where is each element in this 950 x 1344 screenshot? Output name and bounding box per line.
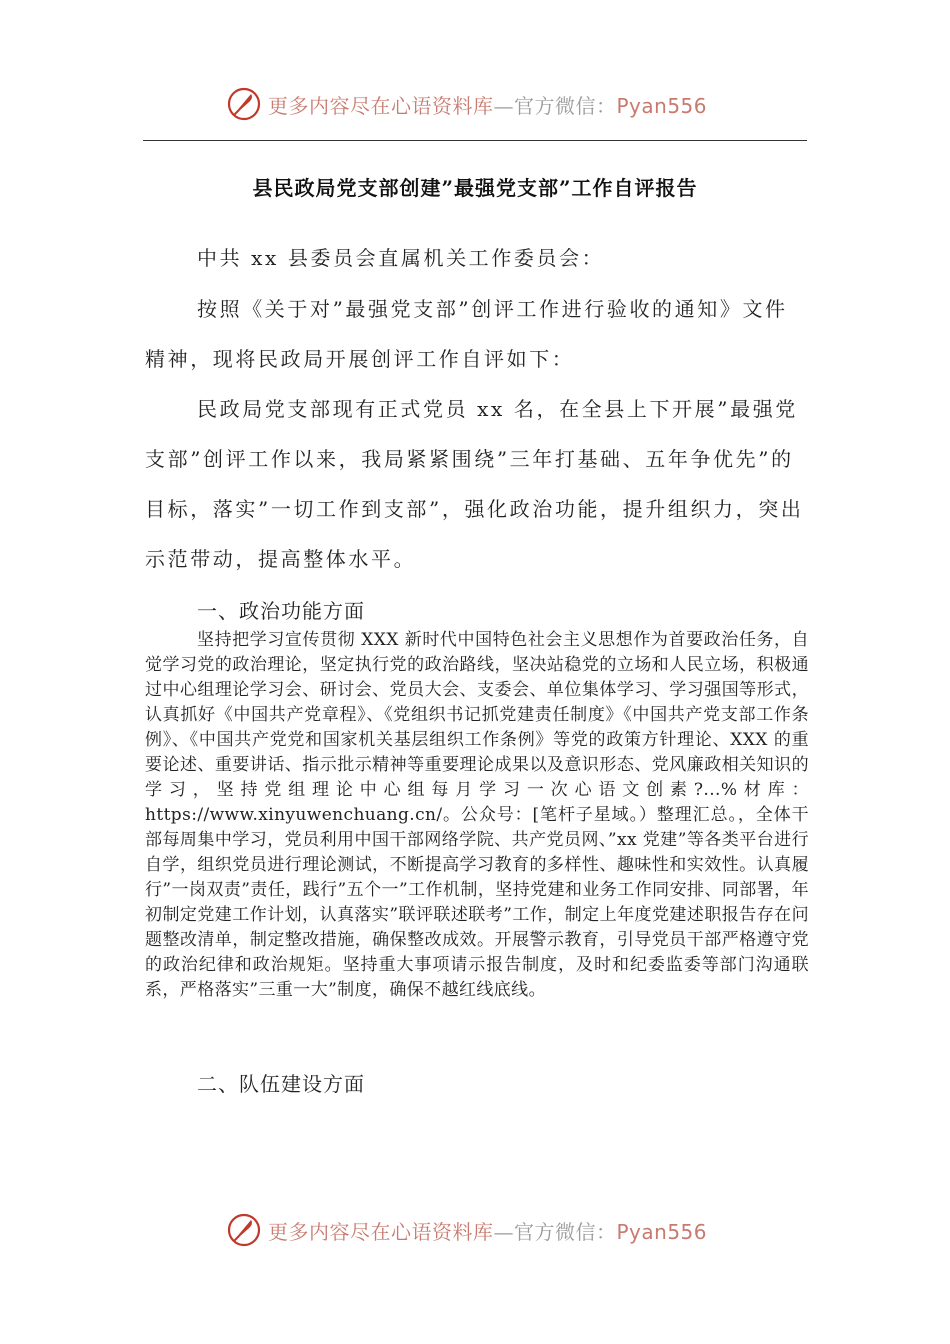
banner-official-label: 官方微信： — [514, 93, 617, 118]
header-divider — [143, 140, 807, 141]
intro-paragraph: 按照《关于对”最强党支部”创评工作进行验收的通知》文件精神，现将民政局开展创评工作自评如下： — [145, 297, 788, 371]
quill-logo-icon — [226, 86, 262, 122]
section-1-body: 坚持把学习宣传贯彻 XXX 新时代中国特色社会主义思想作为首要政治任务，自觉学习党的政治理论，坚定执行党的政治路线，坚决站稳党的立场和人民立场，积极通过中心组理论学习会、研讨会、党员大会、支委会、单位集体学习、学习强国等形式，认真抓好《中国共产党章程》、《党组织书记抓党建责任制度》《中国共产党支部工作条例》、《中国共产党党和国家机关基层组织工作条例》等党的政策方针理论、XXX 的重要论述、重要讲话、指示批示精神等重要理论成果以及意识形态、党风廉政相关知识的学习，坚持党组理论中心组每月学习一次心语文创素?...%材库：https://www.xinyuwenchuang.cn/。公众号：[笔杆子星域。）整理汇总。，全体干部每周集中学习，党员利用中国干部网络学院、共产党员网、”xx 党建”等各类平台进行自学，组织党员进行理论测试，不断提高学习教育的多样性、趣味性和实效性。认真履行”一岗双责”责任，践行”五个一”工作机制，坚持党建和业务工作同安排、同部署，年初制定党建工作计划，认真落实”联评联述联考”工作，制定上年度党建述职报告存在问题整改清单，制定整改措施，确保整改成效。开展警示教育，引导党员干部严格遵守党的政治纪律和政治规矩。坚持重大事项请示报告制度，及时和纪委监委等部门沟通联系，严格落实”三重一大”制度，确保不越红线底线。 — [145, 630, 809, 1000]
banner-main-text: 更多内容尽在心语资料库 — [268, 93, 494, 118]
quill-logo-icon — [226, 1212, 262, 1248]
banner-wechat-id: Pyan556 — [616, 93, 708, 118]
banner-official-label: 官方微信： — [514, 1219, 617, 1244]
banner-text — [268, 1216, 707, 1245]
banner-dash: — — [493, 1219, 514, 1244]
section-1-heading: 一、政治功能方面 — [197, 599, 365, 623]
section-2-heading: 二、队伍建设方面 — [197, 1072, 365, 1096]
banner-dash: — — [493, 93, 514, 118]
banner-text — [268, 90, 707, 119]
banner-wechat-id: Pyan556 — [616, 1219, 708, 1244]
header-banner — [226, 84, 707, 124]
banner-main-text: 更多内容尽在心语资料库 — [268, 1219, 494, 1244]
salutation: 中共 xx 县委员会直属机关工作委员会： — [197, 246, 605, 270]
overview-paragraph: 民政局党支部现有正式党员 xx 名，在全县上下开展”最强党支部”创评工作以来，我局紧紧围绕”三年打基础、五年争优先”的目标，落实”一切工作到支部”，强化政治功能，提升组织力，突出示范带动，提高整体水平。 — [145, 397, 804, 571]
footer-banner — [226, 1210, 707, 1250]
document-title: 县民政局党支部创建”最强党支部”工作自评报告 — [252, 176, 698, 200]
